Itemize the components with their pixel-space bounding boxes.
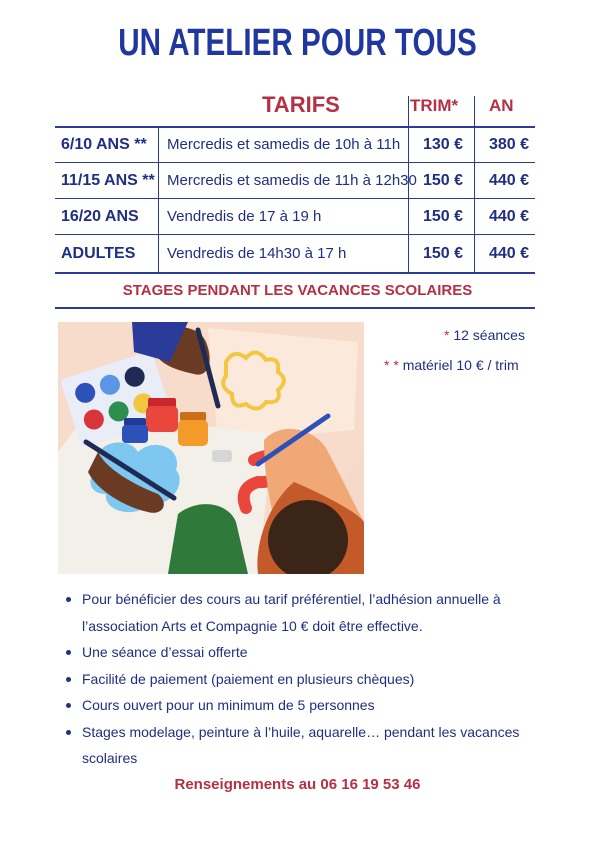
annual-price-cell: 440 € (489, 208, 530, 225)
bullet-icon (66, 597, 71, 602)
bullet-text: Stages modelage, peinture à l’huile, aquarelle… pendant les vacances scolaires (82, 723, 520, 766)
banner-rule (55, 307, 535, 309)
table-row (55, 200, 535, 234)
trim-price-cell: 150 € (423, 172, 464, 189)
info-bullet-list (64, 586, 544, 772)
bullet-icon (66, 703, 71, 708)
age-cell: 16/20 ANS (61, 208, 139, 225)
page-title: UN ATELIER POUR TOUS (118, 22, 477, 64)
age-cell: 11/15 ANS ** (61, 172, 155, 189)
tarifs-header: TARIFS (262, 92, 340, 117)
note-sessions (444, 327, 525, 343)
bullet-icon (66, 650, 71, 655)
list-item (64, 639, 544, 666)
trim-price-cell: 150 € (423, 208, 464, 225)
bullet-icon (66, 730, 71, 735)
painting-illustration (58, 322, 364, 574)
hours-cell: Mercredis et samedis de 10h à 11h (167, 136, 401, 153)
note-text: 12 séances (453, 327, 525, 343)
annual-price-cell: 440 € (489, 172, 530, 189)
table-row (55, 164, 535, 198)
bullet-text: Cours ouvert pour un minimum de 5 personnes (82, 697, 375, 713)
list-item (64, 586, 544, 639)
hours-cell: Vendredis de 14h30 à 17 h (167, 245, 347, 262)
table-rule-bottom (55, 272, 535, 274)
list-item (64, 666, 544, 693)
table-row (55, 237, 535, 271)
annual-price-cell: 440 € (489, 245, 530, 262)
table-row (55, 128, 535, 162)
note-material (384, 357, 519, 373)
table-rule-2 (55, 198, 535, 199)
bullet-text: Facilité de paiement (paiement en plusieurs chèques) (82, 670, 415, 687)
trim-price-cell: 130 € (423, 136, 464, 153)
trim-header: TRIM* (410, 96, 459, 115)
trim-price-cell: 150 € (423, 245, 464, 262)
an-header: AN (489, 96, 514, 115)
note-star: * (444, 327, 450, 343)
bullet-icon (66, 677, 71, 682)
note-text: matériel 10 € / trim (402, 357, 519, 373)
bullet-text: Une séance d’essai offerte (82, 644, 248, 660)
contact-phone[interactable]: Renseignements au 06 16 19 53 46 (174, 776, 421, 793)
table-rule-1 (55, 162, 535, 163)
age-cell: ADULTES (61, 245, 136, 262)
stages-banner: STAGES PENDANT LES VACANCES SCOLAIRES (122, 282, 473, 299)
note-star: * * (384, 357, 399, 373)
annual-price-cell: 380 € (489, 136, 530, 153)
hours-cell: Vendredis de 17 à 19 h (167, 208, 322, 225)
hours-cell: Mercredis et samedis de 11h à 12h30 (167, 172, 417, 189)
list-item (64, 692, 544, 719)
age-cell: 6/10 ANS ** (61, 136, 147, 153)
list-item (64, 719, 544, 772)
table-rule-3 (55, 234, 535, 235)
bullet-text: Pour bénéficier des cours au tarif préférentiel, l’adhésion annuelle à l’association Arts et Compagnie 10 € doit être effective. (82, 591, 501, 634)
